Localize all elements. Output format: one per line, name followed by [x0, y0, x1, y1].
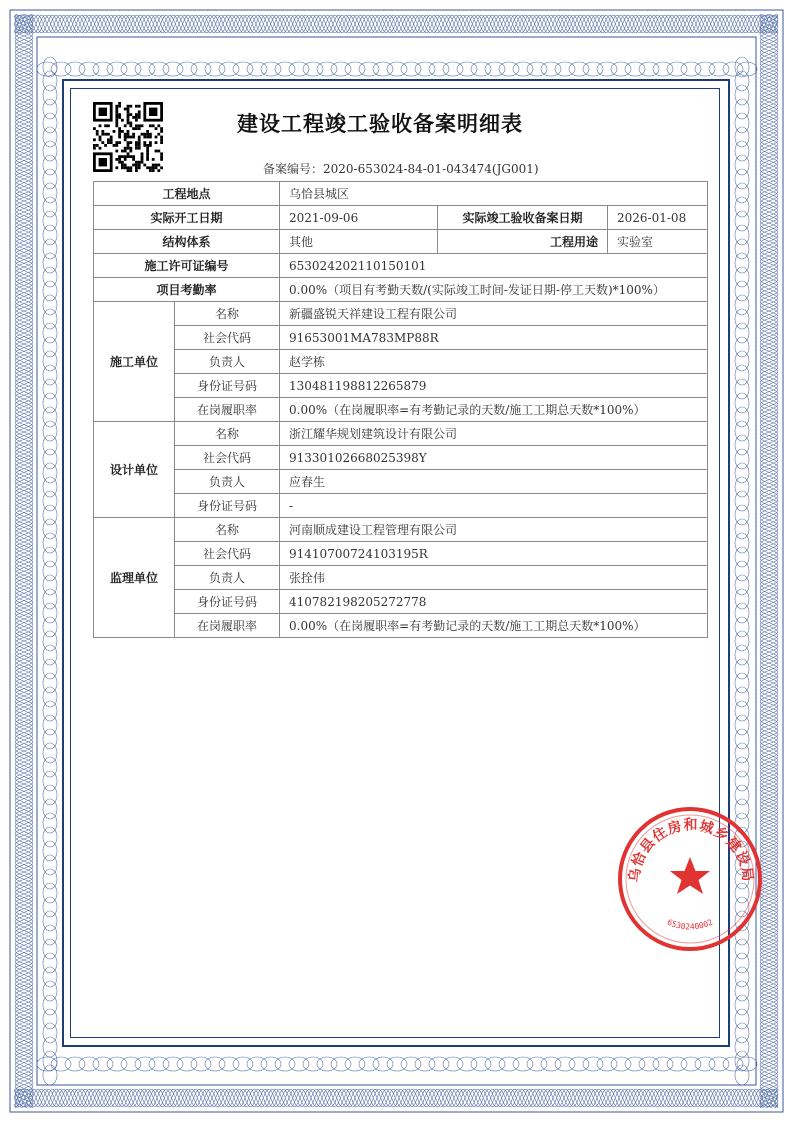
design-row-label: 名称 [175, 422, 280, 446]
attendance-label: 项目考勤率 [94, 278, 280, 302]
design-row-label: 负责人 [175, 470, 280, 494]
start-date-value: 2021-09-06 [280, 206, 438, 230]
table-row [94, 254, 708, 278]
table-row [94, 422, 708, 446]
design-row-value: - [280, 494, 708, 518]
design-row-label: 身份证号码 [175, 494, 280, 518]
supervision-row-value: 0.00%（在岗履职率=有考勤记录的天数/施工工期总天数*100%） [280, 614, 708, 638]
construction-row-value: 0.00%（在岗履职率=有考勤记录的天数/施工工期总天数*100%） [280, 398, 708, 422]
supervision-row-label: 身份证号码 [175, 590, 280, 614]
record-number-value: 2020-653024-84-01-043474(JG001) [323, 162, 539, 176]
supervision-row-label: 在岗履职率 [175, 614, 280, 638]
table-row [94, 350, 708, 374]
supervision-row-value: 91410700724103195R [280, 542, 708, 566]
detail-table [93, 181, 708, 638]
table-row [94, 230, 708, 254]
supervision-unit-label: 监理单位 [94, 518, 175, 638]
qr-code-icon[interactable] [93, 102, 163, 172]
table-row [94, 326, 708, 350]
table-row [94, 206, 708, 230]
location-value: 乌恰县城区 [280, 182, 708, 206]
seal-code: 6530240002 [665, 917, 715, 932]
table-row [94, 614, 708, 638]
construction-unit-label: 施工单位 [94, 302, 175, 422]
table-row [94, 374, 708, 398]
usage-label: 工程用途 [438, 230, 608, 254]
construction-row-label: 身份证号码 [175, 374, 280, 398]
usage-value: 实验室 [608, 230, 708, 254]
design-row-label: 社会代码 [175, 446, 280, 470]
design-unit-label: 设计单位 [94, 422, 175, 518]
table-row [94, 518, 708, 542]
permit-value: 653024202110150101 [280, 254, 708, 278]
table-row [94, 566, 708, 590]
table-row [94, 494, 708, 518]
attendance-value: 0.00%（项目有考勤天数/(实际竣工时间-发证日期-停工天数)*100%） [280, 278, 708, 302]
completion-date-label: 实际竣工验收备案日期 [438, 206, 608, 230]
completion-date-value: 2026-01-08 [608, 206, 708, 230]
table-row [94, 398, 708, 422]
table-row [94, 542, 708, 566]
supervision-row-value: 张拴伟 [280, 566, 708, 590]
svg-text:6530240002 [666, 918, 715, 932]
construction-row-label: 在岗履职率 [175, 398, 280, 422]
construction-row-label: 社会代码 [175, 326, 280, 350]
seal-text: 乌恰县住房和城乡建设局 [626, 817, 756, 884]
construction-row-label: 负责人 [175, 350, 280, 374]
supervision-row-label: 社会代码 [175, 542, 280, 566]
supervision-row-value: 410782198205272778 [280, 590, 708, 614]
official-seal-icon [614, 803, 766, 955]
table-row [94, 446, 708, 470]
design-row-value: 91330102668025398Y [280, 446, 708, 470]
location-label: 工程地点 [94, 182, 280, 206]
construction-row-value: 新疆盛锐天祥建设工程有限公司 [280, 302, 708, 326]
supervision-row-label: 负责人 [175, 566, 280, 590]
construction-row-value: 130481198812265879 [280, 374, 708, 398]
seal-star-icon [670, 857, 710, 894]
table-row [94, 302, 708, 326]
start-date-label: 实际开工日期 [94, 206, 280, 230]
table-row [94, 278, 708, 302]
document-title: 建设工程竣工验收备案明细表 [237, 111, 523, 136]
record-number-label: 备案编号： [263, 162, 324, 176]
construction-row-label: 名称 [175, 302, 280, 326]
structure-value: 其他 [280, 230, 438, 254]
supervision-row-label: 名称 [175, 518, 280, 542]
permit-label: 施工许可证编号 [94, 254, 280, 278]
construction-row-value: 91653001MA783MP88R [280, 326, 708, 350]
construction-row-value: 赵学栋 [280, 350, 708, 374]
table-row [94, 470, 708, 494]
design-row-value: 应春生 [280, 470, 708, 494]
record-number-line [263, 160, 539, 177]
table-row [94, 182, 708, 206]
table-row [94, 590, 708, 614]
supervision-row-value: 河南顺成建设工程管理有限公司 [280, 518, 708, 542]
design-row-value: 浙江耀华规划建筑设计有限公司 [280, 422, 708, 446]
structure-label: 结构体系 [94, 230, 280, 254]
